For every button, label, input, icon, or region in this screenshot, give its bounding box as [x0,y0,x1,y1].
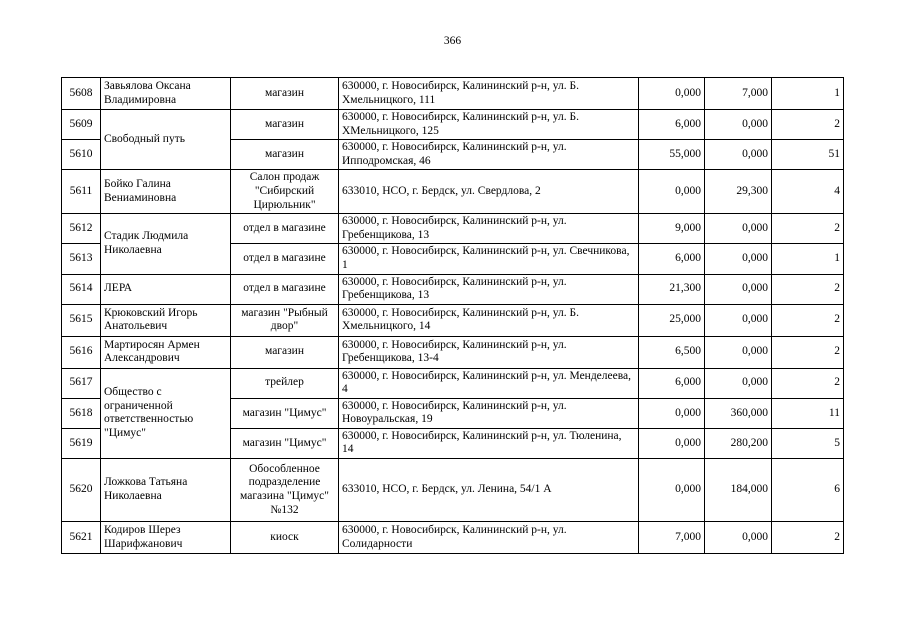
table-row [62,78,844,110]
value-2: 0,000 [705,274,772,304]
value-2: 0,000 [705,336,772,368]
owner-name: Бойко Галина Вениаминовна [101,170,231,214]
value-2: 0,000 [705,368,772,398]
value-2: 0,000 [705,110,772,140]
value-2: 0,000 [705,244,772,274]
owner-name: Общество с ограниченной ответственностью "Цимус" [101,368,231,458]
value-2: 7,000 [705,78,772,110]
table-row [62,522,844,554]
object-type: магазин "Цимус" [231,398,339,428]
record-number: 5615 [62,304,101,336]
value-1: 0,000 [639,398,705,428]
count: 2 [772,522,844,554]
table-row [62,214,844,244]
value-2: 29,300 [705,170,772,214]
object-address: 630000, г. Новосибирск, Калининский р-н, ул. Менделеева, 4 [339,368,639,398]
object-address: 633010, НСО, г. Бердск, ул. Ленина, 54/1 А [339,459,639,522]
count: 51 [772,140,844,170]
record-number: 5614 [62,274,101,304]
count: 1 [772,78,844,110]
value-1: 0,000 [639,170,705,214]
count: 2 [772,110,844,140]
object-type: киоск [231,522,339,554]
value-2: 360,000 [705,398,772,428]
object-address: 630000, г. Новосибирск, Калининский р-н, ул. Б. ХМельницкого, 125 [339,110,639,140]
value-1: 6,000 [639,368,705,398]
table-row [62,368,844,398]
value-1: 55,000 [639,140,705,170]
owner-name: ЛЕРА [101,274,231,304]
value-2: 0,000 [705,214,772,244]
object-type: магазин [231,336,339,368]
table-row [62,304,844,336]
owner-name: Свободный путь [101,110,231,170]
owner-name: Кодиров Шерез Шарифжанович [101,522,231,554]
object-type: трейлер [231,368,339,398]
count: 1 [772,244,844,274]
object-type: магазин "Цимус" [231,428,339,458]
object-type: отдел в магазине [231,274,339,304]
value-2: 0,000 [705,304,772,336]
object-address: 630000, г. Новосибирск, Калининский р-н, ул. Ипподромская, 46 [339,140,639,170]
count: 2 [772,368,844,398]
owner-name: Мартиросян Армен Александрович [101,336,231,368]
record-number: 5621 [62,522,101,554]
table-row [62,274,844,304]
value-1: 21,300 [639,274,705,304]
object-address: 633010, НСО, г. Бердск, ул. Свердлова, 2 [339,170,639,214]
owner-name: Крюковский Игорь Анатольевич [101,304,231,336]
object-address: 630000, г. Новосибирск, Калининский р-н, ул. Новоуральская, 19 [339,398,639,428]
record-number: 5608 [62,78,101,110]
object-type: магазин "Рыбный двор" [231,304,339,336]
object-type: магазин [231,78,339,110]
owner-name: Ложкова Татьяна Николаевна [101,459,231,522]
table-row [62,110,844,140]
count: 5 [772,428,844,458]
object-address: 630000, г. Новосибирск, Калининский р-н, ул. Гребенщикова, 13 [339,214,639,244]
count: 2 [772,336,844,368]
owner-name: Стадик Людмила Николаевна [101,214,231,274]
count: 2 [772,304,844,336]
table-row [62,336,844,368]
count: 2 [772,214,844,244]
value-2: 0,000 [705,522,772,554]
registry-table [61,77,844,554]
object-type: отдел в магазине [231,244,339,274]
value-1: 7,000 [639,522,705,554]
value-2: 280,200 [705,428,772,458]
object-address: 630000, г. Новосибирск, Калининский р-н, ул. Тюленина, 14 [339,428,639,458]
record-number: 5610 [62,140,101,170]
table-row [62,459,844,522]
object-address: 630000, г. Новосибирск, Калининский р-н, ул. Солидарности [339,522,639,554]
record-number: 5617 [62,368,101,398]
record-number: 5618 [62,398,101,428]
object-address: 630000, г. Новосибирск, Калининский р-н, ул. Б. Хмельницкого, 14 [339,304,639,336]
object-type: Салон продаж "Сибирский Цирюльник" [231,170,339,214]
record-number: 5616 [62,336,101,368]
value-1: 0,000 [639,459,705,522]
count: 2 [772,274,844,304]
object-type: магазин [231,140,339,170]
owner-name: Завьялова Оксана Владимировна [101,78,231,110]
value-1: 6,000 [639,244,705,274]
value-1: 0,000 [639,78,705,110]
value-1: 0,000 [639,428,705,458]
record-number: 5611 [62,170,101,214]
record-number: 5620 [62,459,101,522]
value-1: 6,000 [639,110,705,140]
object-address: 630000, г. Новосибирск, Калининский р-н, ул. Свечникова, 1 [339,244,639,274]
count: 11 [772,398,844,428]
object-address: 630000, г. Новосибирск, Калининский р-н, ул. Б. Хмельницкого, 111 [339,78,639,110]
table-row [62,170,844,214]
object-type: отдел в магазине [231,214,339,244]
page-number: 366 [443,35,462,47]
value-1: 6,500 [639,336,705,368]
record-number: 5619 [62,428,101,458]
record-number: 5609 [62,110,101,140]
record-number: 5613 [62,244,101,274]
value-2: 0,000 [705,140,772,170]
count: 6 [772,459,844,522]
object-type: магазин [231,110,339,140]
count: 4 [772,170,844,214]
record-number: 5612 [62,214,101,244]
value-1: 25,000 [639,304,705,336]
value-2: 184,000 [705,459,772,522]
object-address: 630000, г. Новосибирск, Калининский р-н, ул. Гребенщикова, 13 [339,274,639,304]
value-1: 9,000 [639,214,705,244]
object-type: Обособленное подразделение магазина "Цимус" №132 [231,459,339,522]
object-address: 630000, г. Новосибирск, Калининский р-н, ул. Гребенщикова, 13-4 [339,336,639,368]
